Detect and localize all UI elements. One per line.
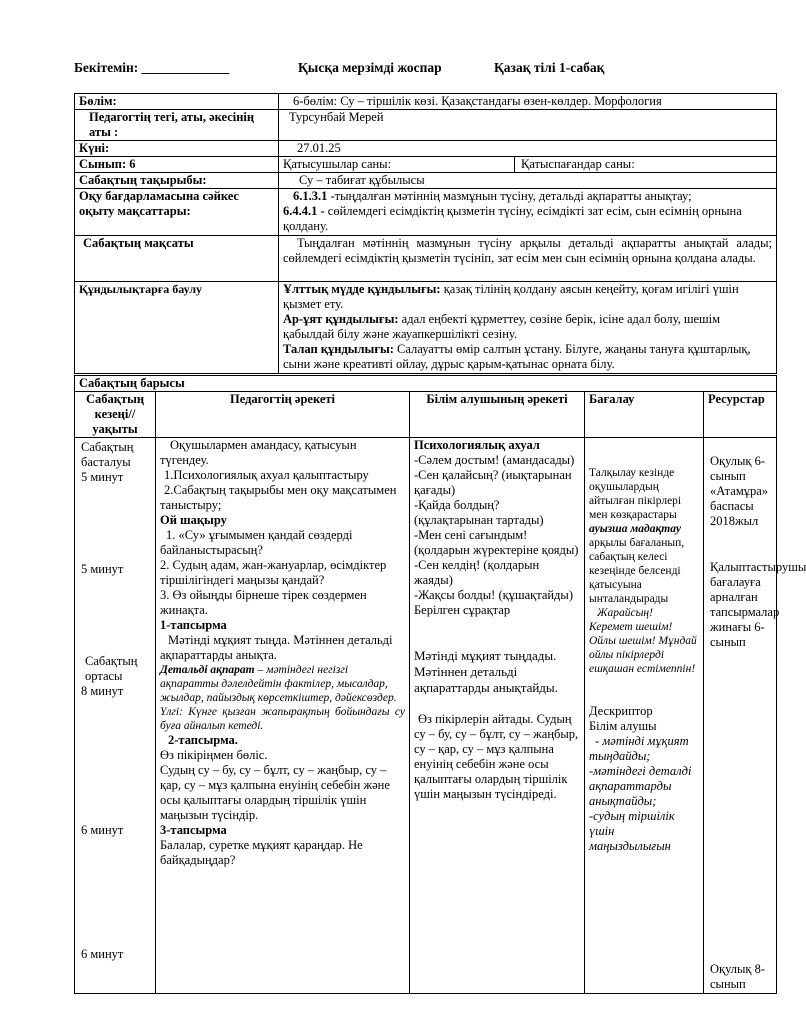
assessment-line-7: - мәтінді мұқият тыңдайды;: [589, 734, 689, 763]
teacher-label: Педагогтің тегі, аты, әкесінің аты :: [75, 110, 279, 141]
resources-line-1: Оқулық 6-сынып «Атамұра» баспасы 2018жыл: [710, 454, 769, 528]
student-line-9: Мәтінді мұқият тыңдады. Мәтіннен детальді ақпараттарды анықтайды.: [414, 648, 558, 695]
col-resources-header: Ресурстар: [704, 392, 777, 438]
teacher-line-3: 2.Сабақтың тақырыбы мен оқу мақсатымен таныстыру;: [160, 483, 397, 512]
resources-line-3: Оқулық 8-сынып: [710, 962, 766, 991]
teacher-line-8: 1-тапсырма: [160, 618, 227, 632]
value3-text: Салауатты өмір салтын ұстану. Білуге, жаңаны тануға құштарлық, сыни және креативті ойлау, дұрыс қарым-қатынас орната білу.: [283, 342, 751, 371]
value1-title: Ұлттық мүдде құндылығы:: [283, 282, 441, 296]
assessment-line-5: Дескриптор: [589, 704, 653, 718]
date-label: Күні:: [75, 141, 279, 157]
assessment-cell: [585, 438, 704, 994]
student-activity-cell: [410, 438, 585, 994]
objective2-text: сөйлемдегі есімдіктің қызметін түсіну, есімдікті зат есім, сын есімнің орнына қолдану.: [283, 204, 742, 233]
stage-cell: [75, 438, 156, 994]
assessment-line-6: Білім алушы: [589, 719, 657, 733]
stage-start: Сабақтың басталуы: [81, 440, 134, 469]
subject-title: Қазақ тілі 1-сабақ: [494, 60, 605, 75]
teacher-activity-cell: [156, 438, 410, 994]
student-line-7: -Жақсы болды! (құшақтайды): [414, 588, 573, 602]
objective2-code: 6.4.4.1 -: [283, 204, 325, 218]
goal-value: Тыңдалған мәтіннің мазмұнын түсіну арқылы детальді ақпаратты анықтай алады; сөйлемдегі есімдіктің қызметін түсініп, зат есім мен сын есімнің орнына қолдана алады.: [279, 236, 777, 282]
value3-title: Талап құндылығы:: [283, 342, 394, 356]
teacher-line-12: 2-тапсырма.: [168, 733, 238, 747]
topic-label: Сабақтың тақырыбы:: [75, 173, 279, 189]
teacher-line-1: Оқушылармен амандасу, қатысуын түгендеу.: [160, 438, 357, 467]
teacher-line-10-bold: Детальді ақпарат: [160, 664, 255, 676]
teacher-line-2: 1.Психологиялық ахуал қалыптастыру: [164, 468, 369, 482]
assessment-line-9: -судың тіршілік үшін маңыздылығын: [589, 809, 675, 853]
assessment-line-3: арқылы бағаланып, сабақтың келесі кезеңінде белсенді қатысуына ынталандырады: [589, 537, 685, 605]
assessment-line-4: Жарайсың! Керемет шешім! Ойлы шешім! Мұндай ойлы пікірлерді ешқашан естімеппін!: [589, 607, 697, 675]
student-line-3: -Сен қалайсың? (иықтарынан қағады): [414, 468, 572, 497]
values-label: Құндылықтарға баулу: [75, 282, 279, 374]
stage-middle: Сабақтың ортасы: [85, 654, 138, 683]
stage-time-2: 5 минут: [81, 562, 124, 576]
value2-text: адал еңбекті құрметтеу, сөзіне берік, ісіне адал болу, шешім қабылдай білу және жауапкершілікті сезіну.: [283, 312, 721, 341]
stage-time-5: 6 минут: [81, 947, 124, 961]
progress-title: Сабақтың барысы: [75, 376, 777, 392]
goal-label: Сабақтың мақсаты: [75, 236, 279, 282]
teacher-line-10-text: – мәтіндегі негізгі ақпаратты дәлелдейтін фактілер, мысалдар, жылдар, пайыздық көрсеткіштер, дәйексөздер.: [160, 664, 397, 704]
present-count-label: Қатысушылар саны:: [279, 157, 515, 173]
teacher-line-9: Мәтінді мұқият тыңда. Мәтіннен детальді ақпараттарды анықта.: [160, 633, 393, 662]
student-line-2: -Сәлем достым! (амандасады): [414, 453, 575, 467]
plan-title: Қысқа мерзімді жоспар: [298, 60, 442, 75]
student-line-10: Өз пікірлерін айтады. Судың су – бу, су – бұлт, су – жаңбыр, су – қар, су – мұз қалпына енуінің себебін және осы қалыптағы олардың тіршілік үшін маңызын түсіндіреді.: [414, 712, 579, 801]
approval-line: Бекітемін: _____________: [74, 60, 230, 75]
stage-time-4: 6 минут: [81, 823, 124, 837]
stage-middle-time: 8 минут: [81, 684, 124, 698]
date-value: 27.01.25: [279, 141, 777, 157]
teacher-line-10: [160, 663, 405, 705]
col-teacher-header: Педагогтің әрекеті: [156, 392, 410, 438]
section-label: Бөлім:: [75, 94, 279, 110]
objectives-cell: [279, 189, 777, 236]
lesson-progress-table: [74, 375, 806, 994]
col-stage-header: Сабақтың кезеңі// уақыты: [75, 392, 156, 438]
objectives-label: Оқу бағдарламасына сәйкес оқыту мақсаттары:: [75, 189, 279, 236]
topic-value: Су – табиғат құбылысы: [279, 173, 777, 189]
section-value: 6-бөлім: Су – тіршілік көзі. Қазақстандағы өзен-көлдер. Морфология: [279, 94, 777, 110]
stage-start-time: 5 минут: [81, 470, 124, 484]
student-line-5: -Мен сені сағындым! (қолдарын жүректеріне қояды): [414, 528, 579, 557]
student-line-8: Берілген сұрақтар: [414, 603, 511, 617]
teacher-line-16: Балалар, суретке мұқият қараңдар. Не байқадыңдар?: [160, 838, 363, 867]
lesson-info-table: [74, 93, 777, 374]
value2-title: Ар-ұят құндылығы:: [283, 312, 399, 326]
teacher-line-14: Судың су – бу, су – бұлт, су – жаңбыр, су – қар, су – мұз қалпына енуінің себебін және осы қалыптағы олардың тіршілік үшін маңызын түсіндір.: [160, 763, 390, 822]
assessment-line-1: Талқылау кезінде оқушылардың айтылған пікірлері мен көзқарастары: [589, 467, 682, 521]
teacher-line-7: 3. Өз ойыңды бірнеше тірек сөздермен жинақта.: [160, 588, 367, 617]
student-line-4: -Қайда болдың? (құлақтарынан тартады): [414, 498, 544, 527]
assessment-line-8: -мәтіндегі деталді ақпараттарды анықтайды;: [589, 764, 692, 808]
teacher-line-5: 1. «Су» ұғымымен қандай сөздерді байланыстырасың?: [160, 528, 353, 557]
values-cell: [279, 282, 777, 374]
objective1-text: -тыңдалған мәтіннің мазмұнын түсіну, детальді ақпаратты анықтау;: [327, 189, 692, 203]
assessment-line-2: ауызша мадақтау: [589, 523, 681, 535]
resources-cell: [704, 438, 806, 994]
teacher-line-11: Үлгі: Күнге қызған жапырақтың бойындағы су буға айналып кетеді.: [160, 706, 405, 732]
objective1-code: 6.1.3.1: [293, 189, 328, 203]
teacher-line-13: Өз пікіріңмен бөліс.: [160, 748, 268, 762]
absent-count-label: Қатыспағандар саны:: [515, 157, 777, 173]
col-student-header: Білім алушының әрекеті: [410, 392, 585, 438]
teacher-line-15: 3-тапсырма: [160, 823, 227, 837]
teacher-line-6: 2. Судың адам, жан-жануарлар, өсімдіктер тіршілігіндегі маңызы қандай?: [160, 558, 387, 587]
resources-line-2: Қалыптастырушы бағалауға арналған тапсырмалар жинағы 6-сынып: [710, 560, 806, 649]
value1-text: қазақ тілінің қолдану аясын кеңейту, қоғам игілігі үшін қызмет ету.: [283, 282, 739, 311]
class-label: Сынып: 6: [75, 157, 279, 173]
student-line-6: -Сен келдің! (қолдарын жаяды): [414, 558, 540, 587]
teacher-line-4: Ой шақыру: [160, 513, 227, 527]
teacher-name: Турсунбай Мерей: [279, 110, 777, 141]
col-assessment-header: Бағалау: [585, 392, 704, 438]
student-line-1: Психологиялық ахуал: [414, 438, 540, 452]
